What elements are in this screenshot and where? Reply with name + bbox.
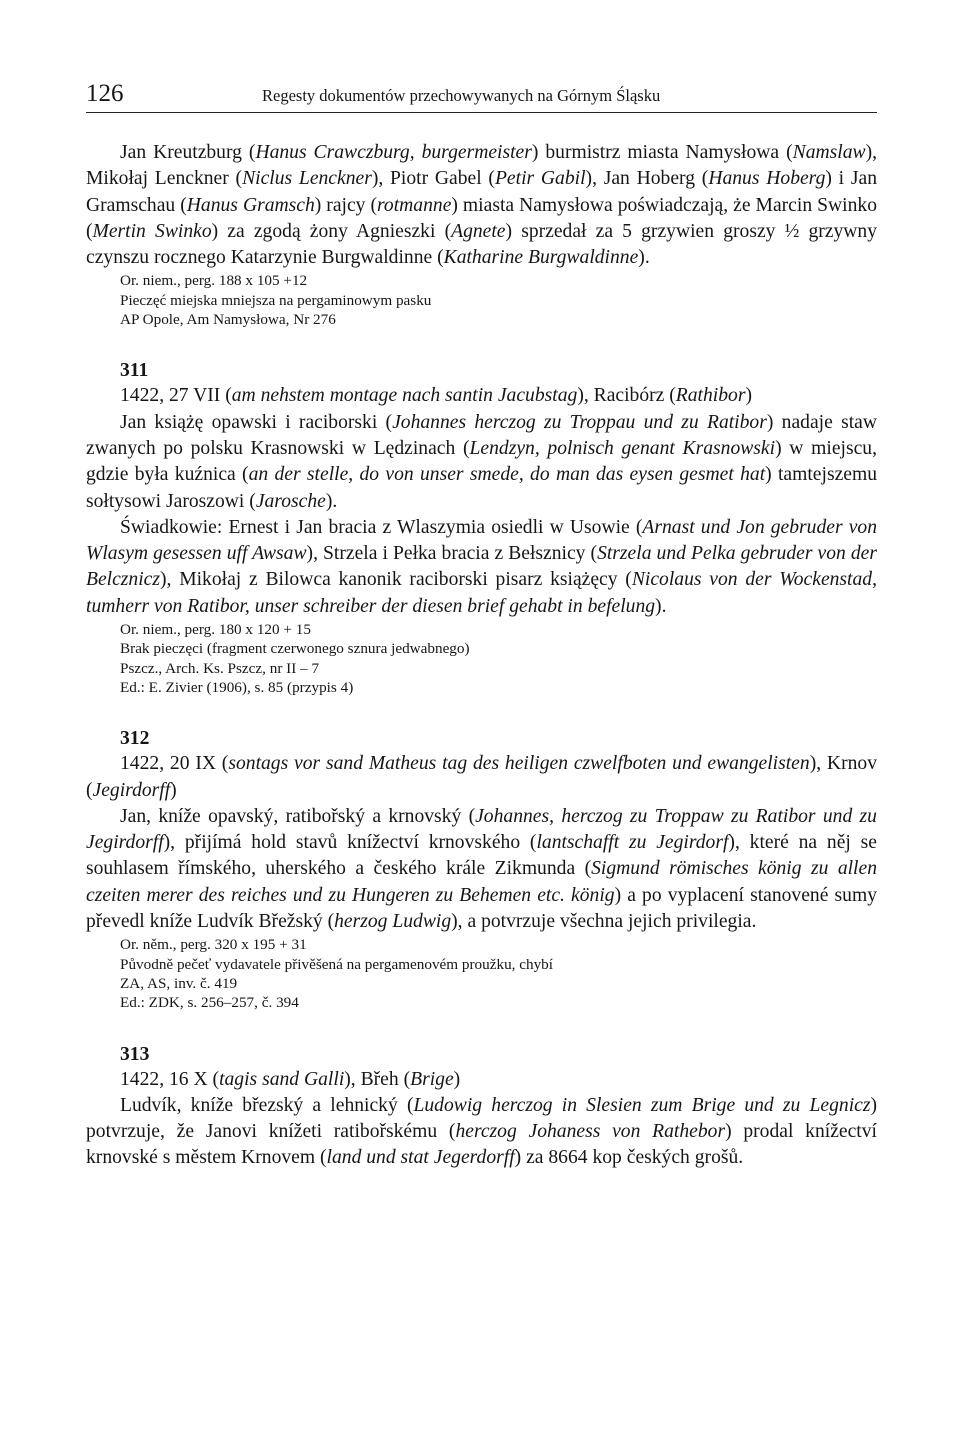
italic-quotation: Mertin Swinko <box>92 220 212 242</box>
page-body <box>86 140 877 1172</box>
italic-quotation: sontags vor sand Matheus tag des heiligen czwelfboten und ewangelisten <box>228 753 810 775</box>
source-note: Or. něm., perg. 320 x 195 + 31 <box>120 936 307 954</box>
source-note: Pieczęć miejska mniejsza na pergaminowym pasku <box>120 291 432 309</box>
italic-quotation: Lendzyn, polnisch genant Krasnowski <box>469 437 776 459</box>
italic-quotation: herczog Johaness von Rathebor <box>455 1121 726 1143</box>
entry-number: 312 <box>120 728 150 750</box>
source-note: Ed.: E. Zivier (1906), s. 85 (przypis 4) <box>120 678 354 696</box>
entry-313-date-place: 1422, 16 X (tagis sand Galli), Břeh (Brige) <box>120 1068 461 1090</box>
italic-quotation: Agnete <box>451 220 506 242</box>
italic-quotation: Nicolaus von der Wockenstad, tumherr von Ratibor, unser schreiber der diesen brief gehabt in befelung <box>86 569 877 617</box>
italic-quotation: an der stelle, do von unser smede, do man das eysen gesmet hat <box>248 464 766 486</box>
entry-312-date-place: 1422, 20 IX (sontags vor sand Matheus tag des heiligen czwelfboten und ewangelisten), Krnov (Jegirdorff) <box>86 753 877 801</box>
page-number: 126 <box>86 80 124 107</box>
entry-312 <box>86 726 877 1012</box>
italic-quotation: lantschafft zu Jegirdorf <box>536 832 729 854</box>
italic-quotation: Katharine Burgwaldinne <box>443 247 639 269</box>
italic-quotation: rotmanne <box>377 194 452 216</box>
italic-quotation: Petir Gabil <box>494 168 586 190</box>
entry-311-witnesses: Świadkowie: Ernest i Jan bracia z Wlaszymia osiedli w Usowie (Arnast und Jon gebruder von Wlasym gesessen uff Awsaw), Strzela i Pełka bracia z Bełsznicy (Strzela und Pelka gebruder von der Belcznicz), Mikołaj z Bilowca kanonik raciborski pisarz książęcy (Nicolaus von der Wockenstad, tumherr von Ratibor, unser schreiber der diesen brief gehabt in befelung). <box>86 516 878 617</box>
italic-quotation: Johannes herczog zu Troppau und zu Ratibor <box>392 411 767 433</box>
source-note: ZA, AS, inv. č. 419 <box>120 974 238 992</box>
italic-quotation: am nehstem montage nach santin Jacubstag <box>231 385 578 407</box>
italic-quotation: land und stat Jegerdorff <box>326 1147 515 1169</box>
italic-quotation: Ludowig herczog in Slesien zum Brige und zu Legnicz <box>413 1094 871 1116</box>
entry-311-regest: Jan książę opawski i raciborski (Johannes herczog zu Troppau und zu Ratibor) nadaje staw zwanych po polsku Krasnowski w Lędzinach (Lendzyn, polnisch genant Krasnowski) w miejscu, gdzie była kuźnica (an der stelle, do von unser smede, do man das eysen gesmet hat) tamtejszemu sołtysowi Jaroszowi (Jarosche). <box>86 411 878 512</box>
entry-313 <box>86 1042 877 1172</box>
source-note: Or. niem., perg. 188 x 105 +12 <box>120 272 308 290</box>
italic-quotation: tagis sand Galli <box>219 1068 345 1090</box>
entry-311 <box>86 358 877 697</box>
entry-312-source-notes <box>86 935 877 1012</box>
source-note: Původně pečeť vydavatele přivěšená na pergamenovém proužku, chybí <box>120 955 553 973</box>
italic-quotation: Arnast und Jon gebruder von Wlasym gesessen uff Awsaw <box>86 516 878 565</box>
italic-quotation: herzog Ludwig <box>334 911 452 933</box>
italic-quotation: Niclus Lenckner <box>242 168 372 190</box>
entry-310-regest: Jan Kreutzburg (Hanus Crawczburg, burgermeister) burmistrz miasta Namysłowa (Namslaw), Mikołaj Lenckner (Niclus Lenckner), Piotr Gabel (Petir Gabil), Jan Hoberg (Hanus Hoberg) i Jan Gramschau (Hanus Gramsch) rajcy (rotmanne) miasta Namysłowa poświadczają, że Marcin Swinko (Mertin Swinko) za zgodą żony Agnieszki (Agnete) sprzedał za 5 grzywien groszy ½ grzywny czynszu rocznego Katarzynie Burgwaldinne (Katharine Burgwaldinne). <box>86 142 878 269</box>
italic-quotation: Johannes, herczog zu Troppaw zu Ratibor und zu Jegirdorff <box>86 805 877 854</box>
entry-number: 313 <box>120 1043 150 1065</box>
italic-quotation: Hanus Gramsch <box>186 194 315 216</box>
italic-quotation: Brige <box>410 1068 454 1090</box>
source-note: AP Opole, Am Namysłowa, Nr 276 <box>120 311 336 329</box>
source-note: Pszcz., Arch. Ks. Pszcz, nr II – 7 <box>120 659 320 677</box>
entry-310-source-notes <box>86 271 877 329</box>
italic-quotation: Sigmund römisches könig zu allen czeiten merer des reiches und zu Hungeren zu Behemen etc. könig <box>86 858 877 906</box>
entry-312-regest: Jan, kníže opavský, ratibořský a krnovský (Johannes, herczog zu Troppaw zu Ratibor und zu Jegirdorff), přijímá hold stavů knížectví krnovského (lantschafft zu Jegirdorf), které na něj se souhlasem římského, uherského a českého krále Zikmunda (Sigmund römisches könig zu allen czeiten merer des reiches und zu Hungeren zu Behemen etc. könig) a po vyplacení stanovené sumy převedl kníže Ludvík Břežský (herzog Ludwig), a potvrzuje všechna jejich privilegia. <box>86 805 877 933</box>
entry-311-date-place: 1422, 27 VII (am nehstem montage nach santin Jacubstag), Racibórz (Rathibor) <box>120 385 752 407</box>
italic-quotation: Hanus Hoberg <box>708 168 826 190</box>
italic-quotation: Namslaw <box>792 142 866 163</box>
entry-313-regest: Ludvík, kníže březský a lehnický (Ludowig herczog in Slesien zum Brige und zu Legnicz) potvrzuje, že Janovi knížeti ratibořskému (herczog Johaness von Rathebor) prodal knížectví krnovské s městem Krnovem (land und stat Jegerdorff) za 8664 kop českých grošů. <box>86 1094 878 1169</box>
entry-310 <box>86 140 877 329</box>
source-note: Brak pieczęci (fragment czerwonego sznura jedwabnego) <box>120 640 470 658</box>
source-note: Ed.: ZDK, s. 256–257, č. 394 <box>120 994 299 1012</box>
running-title: Regesty dokumentów przechowywanych na Górnym Śląsku <box>262 86 661 105</box>
italic-quotation: Jegirdorff <box>92 779 171 801</box>
italic-quotation: Strzela und Pelka gebruder von der Belcznicz <box>86 543 877 591</box>
italic-quotation: Rathibor <box>675 385 746 407</box>
entry-311-source-notes <box>86 620 877 697</box>
italic-quotation: Hanus Crawczburg, burgermeister <box>255 142 532 163</box>
entry-number: 311 <box>120 360 149 382</box>
italic-quotation: Jarosche <box>255 490 326 512</box>
source-note: Or. niem., perg. 180 x 120 + 15 <box>120 621 311 639</box>
page-header <box>86 78 877 113</box>
